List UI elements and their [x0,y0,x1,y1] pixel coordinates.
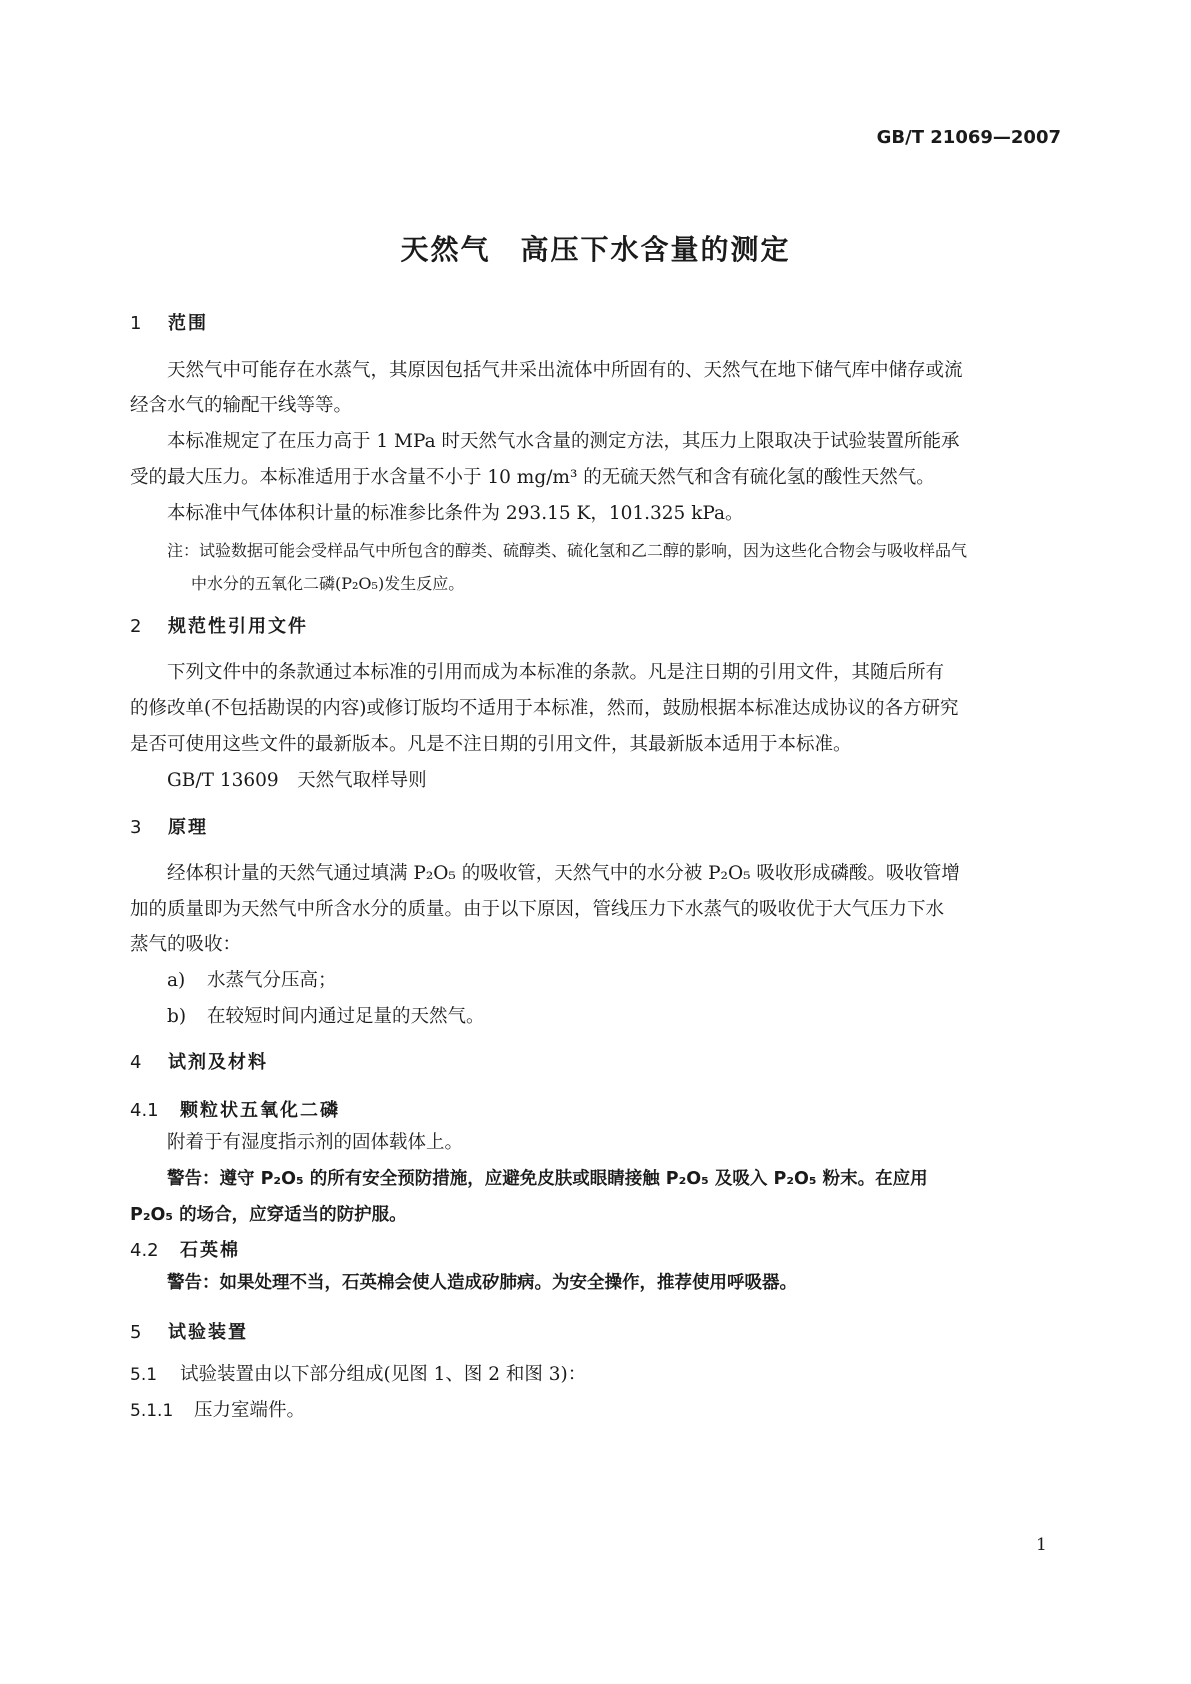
reference-entry: GB/T 13609 天然气取样导则 [167,770,427,791]
page-number: 1 [1036,1535,1047,1555]
subsection-number: 5.1 [130,1365,158,1385]
section-number: 5 [130,1322,142,1343]
list-item-label: b) [167,1006,187,1027]
standard-number: GB/T 21069—2007 [876,127,1061,148]
subsection-title: 颗粒状五氧化二磷 [180,1100,340,1121]
subsection-title: 石英棉 [180,1240,240,1261]
subsection-number: 4.1 [130,1100,159,1121]
paragraph-line: 受的最大压力。本标准适用于水含量不小于 10 mg/m³ 的无硫天然气和含有硫化氢的酸性天然气。 [130,467,935,488]
section-2-heading [130,612,308,638]
section-title: 试剂及材料 [168,1052,268,1073]
subsection-text: 试验装置由以下部分组成(见图 1、图 2 和图 3)： [180,1364,587,1385]
section-title: 试验装置 [168,1322,248,1343]
warning-line: P₂O₅ 的场合，应穿适当的防护服。 [130,1205,407,1225]
paragraph-line: 经体积计量的天然气通过填满 P₂O₅ 的吸收管，天然气中的水分被 P₂O₅ 吸收形成磷酸。吸收管增 [167,863,960,884]
warning-line: 警告：如果处理不当，石英棉会使人造成矽肺病。为安全操作，推荐使用呼吸器。 [167,1273,797,1293]
section-1-heading [130,309,208,335]
section-number: 3 [130,817,142,838]
paragraph-line: 下列文件中的条款通过本标准的引用而成为本标准的条款。凡是注日期的引用文件，其随后所有 [167,662,945,683]
section-number: 2 [130,616,142,637]
section-number: 1 [130,313,142,334]
paragraph-line: 加的质量即为天然气中所含水分的质量。由于以下原因，管线压力下水蒸气的吸收优于大气压力下水 [130,899,945,920]
paragraph-line: 本标准规定了在压力高于 1 MPa 时天然气水含量的测定方法，其压力上限取决于试验装置所能承 [167,431,960,452]
section-title: 原理 [168,817,208,838]
page-title: 天然气 高压下水含量的测定 [400,233,791,266]
subsection-text: 压力室端件。 [194,1400,306,1421]
subsection-4-2-heading [130,1236,240,1262]
subsection-number: 5.1.1 [130,1401,174,1421]
paragraph-line: 天然气中可能存在水蒸气，其原因包括气井采出流体中所固有的、天然气在地下储气库中储存或流 [167,360,963,381]
list-item [167,1000,485,1034]
paragraph-line: 经含水气的输配干线等等。 [130,395,353,416]
section-4-heading [130,1048,268,1074]
note-line: 注：试验数据可能会受样品气中所包含的醇类、硫醇类、硫化氢和乙二醇的影响，因为这些化合物会与吸收样品气 [167,541,968,560]
subsection-5-1 [130,1358,586,1392]
section-3-heading [130,813,208,839]
paragraph-line: 附着于有湿度指示剂的固体载体上。 [167,1132,464,1153]
warning-line: 警告：遵守 P₂O₅ 的所有安全预防措施，应避免皮肤或眼睛接触 P₂O₅ 及吸入 P₂O₅ 粉末。在应用 [167,1169,928,1189]
section-number: 4 [130,1052,142,1073]
paragraph-line: 是否可使用这些文件的最新版本。凡是不注日期的引用文件，其最新版本适用于本标准。 [130,734,852,755]
list-item-label: a) [167,970,186,991]
note-line: 中水分的五氧化二磷(P₂O₅)发生反应。 [191,574,465,593]
section-5-heading [130,1318,248,1344]
list-item [167,964,337,998]
subsection-5-1-1 [130,1394,305,1428]
subsection-4-1-heading [130,1096,340,1122]
list-item-text: 水蒸气分压高； [207,970,337,991]
paragraph-line: 蒸气的吸收： [130,934,242,955]
paragraph-line: 的修改单(不包括勘误的内容)或修订版均不适用于本标准，然而，鼓励根据本标准达成协议的各方研究 [130,698,959,719]
subsection-number: 4.2 [130,1240,159,1261]
paragraph-line: 本标准中气体体积计量的标准参比条件为 293.15 K，101.325 kPa。 [167,503,744,524]
section-title: 范围 [168,313,208,334]
list-item-text: 在较短时间内通过足量的天然气。 [207,1006,485,1027]
section-title: 规范性引用文件 [168,616,308,637]
